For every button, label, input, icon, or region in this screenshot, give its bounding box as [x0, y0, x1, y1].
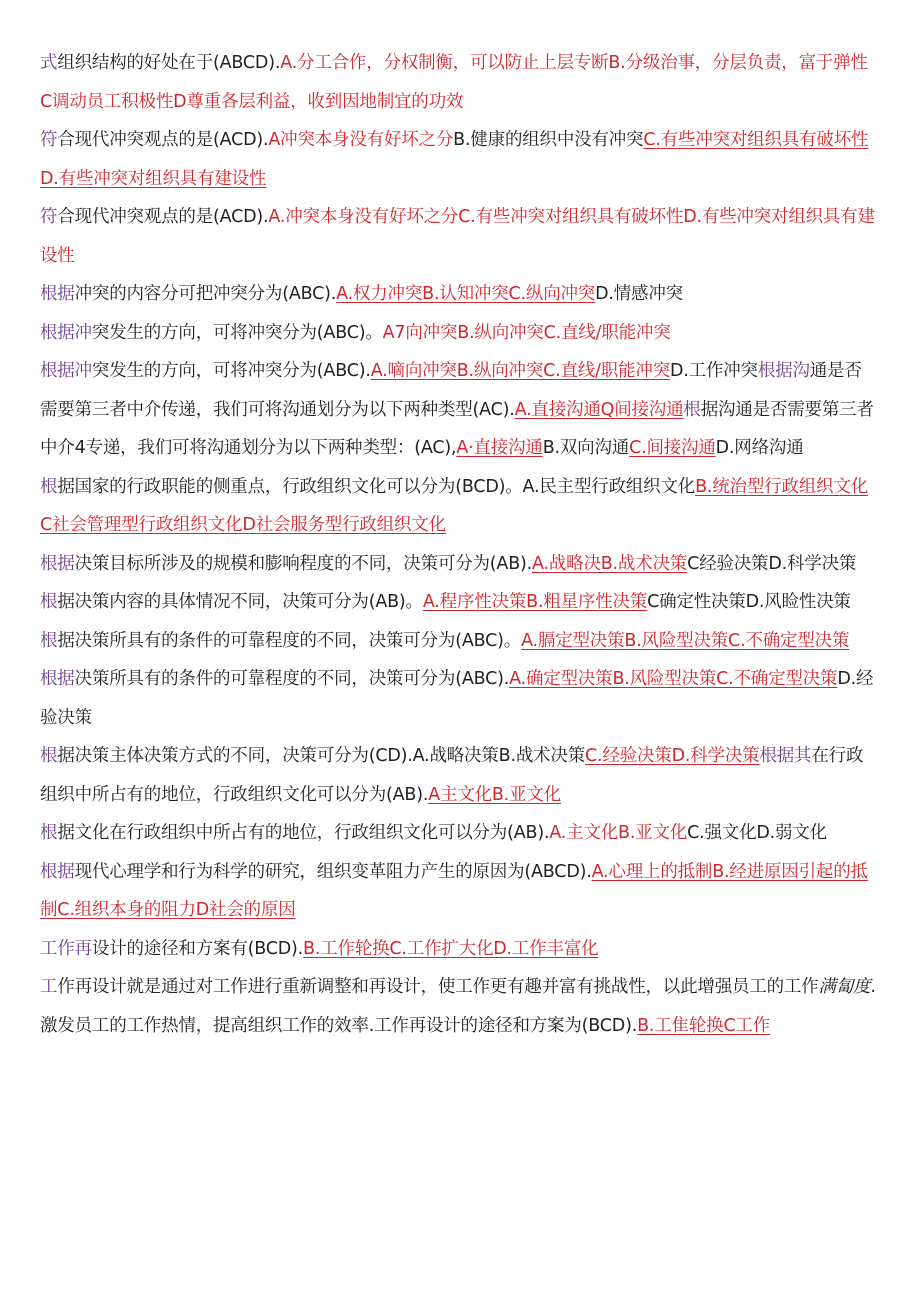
question-text: D.网络沟通	[715, 438, 804, 458]
question-text: 满匐度	[818, 977, 871, 997]
question-lead: 根	[40, 630, 58, 651]
question-paragraph	[40, 44, 878, 121]
question-text: 设计的途径和方案有(BCD).	[91, 938, 304, 959]
question-paragraph	[40, 198, 878, 275]
question-list	[40, 44, 878, 1045]
question-text: 作再设计就是通过对工作进行重新调整和再设计，使工作更有趣并富有挑战性，以此增强员工的工作	[57, 977, 819, 997]
question-lead: 根据	[40, 553, 75, 574]
answer-text: A.嘀向冲突B.纵向冲突C.直线/职能冲突	[370, 361, 670, 381]
answer-text: B.工隹轮换C工作	[637, 1015, 771, 1036]
question-text: 据沟通是否需要第三者中介4专递，我们可将沟通划分为以下两种类型：(AC),	[40, 399, 874, 458]
question-lead: 根据其	[759, 746, 812, 766]
question-text: 在行政组织中所占有的地位，行政组织文化可以分为(AB).	[40, 746, 864, 805]
question-text: B.健康的组织中没有冲突	[453, 130, 644, 150]
question-lead: 根据冲	[40, 361, 92, 381]
question-text: 合现代冲突观点的是(ACD).	[57, 207, 269, 227]
question-paragraph	[40, 814, 878, 853]
question-paragraph	[40, 660, 878, 737]
question-text: D.工作冲突	[670, 361, 758, 381]
question-lead: 根	[40, 746, 58, 766]
question-paragraph	[40, 468, 878, 545]
question-text: 组织结构的好处在于(ABCD).	[57, 53, 281, 73]
question-text: 现代心理学和行为科学的研究，组织变革阻力产生的原因为(ABCD).	[74, 861, 592, 882]
question-lead: 根据	[40, 861, 75, 882]
question-paragraph	[40, 121, 878, 198]
question-paragraph	[40, 545, 878, 584]
question-text: 合现代冲突观点的是(ACD).	[57, 130, 269, 150]
answer-text: A7向冲突B.纵向冲突C.直线/职能冲突	[382, 322, 671, 343]
question-lead: 式	[40, 53, 58, 73]
question-text: 据决策所具有的条件的可靠程度的不同，决策可分为(ABC)。	[57, 630, 522, 651]
answer-text: A.程序性决策B.粗星序性决策	[422, 592, 648, 612]
question-text: C确定性决策D.风睑性决策	[647, 592, 851, 612]
question-lead: 符	[40, 207, 58, 227]
question-paragraph	[40, 352, 878, 468]
answer-text: A.心理上的抵制B.经进原因引起的抵制C.组织本身的阻力D社会的原因	[40, 861, 868, 920]
question-paragraph	[40, 853, 878, 930]
question-lead: 根据	[40, 669, 75, 689]
question-paragraph	[40, 930, 878, 969]
question-text: C.强文化D.弱文化	[687, 823, 827, 843]
question-lead: 符	[40, 130, 58, 150]
answer-text: A冲突本身没有好坏之分	[268, 130, 454, 150]
question-paragraph	[40, 583, 878, 622]
question-text: 突发生的方向，可将冲突分为(ABC)。	[91, 322, 383, 343]
answer-text: A主文化B.亚文化	[428, 784, 561, 805]
question-text: D.情感冲突	[595, 284, 683, 304]
answer-text: A.权力冲突B.认知冲突C.纵向冲突	[336, 284, 596, 304]
answer-text: A.直接沟通Q间接沟通	[514, 399, 684, 420]
question-paragraph	[40, 737, 878, 814]
question-text: 冲突的内容分可把冲突分为(ABC).	[74, 284, 337, 304]
answer-text: C.经验决策D.科学决策	[585, 746, 760, 766]
question-lead: 根	[40, 476, 58, 497]
question-text: 突发生的方向，可将冲突分为(ABC).	[91, 361, 371, 381]
answer-text: A.战略决B.战术决策	[532, 553, 688, 574]
question-text: C经验决策D.科学决策	[687, 553, 857, 574]
question-text: 通是否需要第三者中介传递，我们可将沟通划分为以下两种类型(AC).	[40, 361, 862, 420]
question-lead: 工	[40, 977, 58, 997]
question-text: 据国家的行政职能的侧重点，行政组织文化可以分为(BCD)。A.民主型行政组织文化	[57, 476, 696, 497]
question-text: 决策目标所涉及的规模和膨响程度的不同，决策可分为(AB).	[74, 553, 533, 574]
question-lead: 根	[683, 399, 701, 420]
question-paragraph	[40, 968, 878, 1045]
question-lead: 根据冲	[40, 322, 92, 343]
question-paragraph	[40, 622, 878, 661]
question-lead: 根据	[40, 284, 75, 304]
question-lead: 根据沟	[757, 361, 810, 381]
question-lead: 工作再	[40, 938, 92, 959]
question-text: D.经验决策	[40, 669, 874, 728]
answer-text: A.分工合作，分权制衡，可以防止上层专断B.分级治事，分层负责，富于弹性C调动员工积极性D尊重各层利益，收到因地制宜的功效	[40, 53, 868, 112]
answer-text: C.有些冲突对组织具有破坏性D.有些冲突对组织具有建设性	[40, 130, 869, 189]
answer-text: B.统治型行政组织文化C社会管理型行政组织文化D社会服务型行政组织文化	[40, 476, 868, 535]
question-text: 据决策主体决策方式的不同，决策可分为(CD).A.战略决策B.战术决策	[57, 746, 586, 766]
answer-text: B.工作轮换C.工作扩大化D.工作丰富化	[303, 938, 599, 959]
question-lead: 根	[40, 592, 58, 612]
question-paragraph	[40, 275, 878, 314]
question-text: .激发员工的工作热情，提高组织工作的效率.工作再设计的途径和方案为(BCD).	[40, 977, 876, 1036]
question-text: 决策所具有的条件的可靠程度的不同，决策可分为(ABC).	[74, 669, 510, 689]
question-paragraph	[40, 314, 878, 353]
question-text: B.双向沟通	[542, 438, 630, 458]
answer-text: C.间接沟通	[629, 438, 716, 458]
answer-text: A.膈定型决策B.风险型决策C.不确定型决策	[521, 630, 850, 651]
answer-text: A·直接沟通	[456, 438, 543, 458]
answer-text: A.冲突本身没有好坏之分C.有些冲突对组织具有破坏性D.有些冲突对组织具有建设性	[40, 207, 875, 266]
answer-text: A.确定型决策B.风险型决策C.不确定型决策	[509, 669, 838, 689]
question-text: 据决策内容的具体情况不同，决策可分为(AB)。	[57, 592, 423, 612]
question-text: 据文化在行政组织中所占有的地位，行政组织文化可以分为(AB).	[57, 823, 550, 843]
answer-text: A.主文化B.亚文化	[549, 823, 688, 843]
question-lead: 根	[40, 823, 58, 843]
